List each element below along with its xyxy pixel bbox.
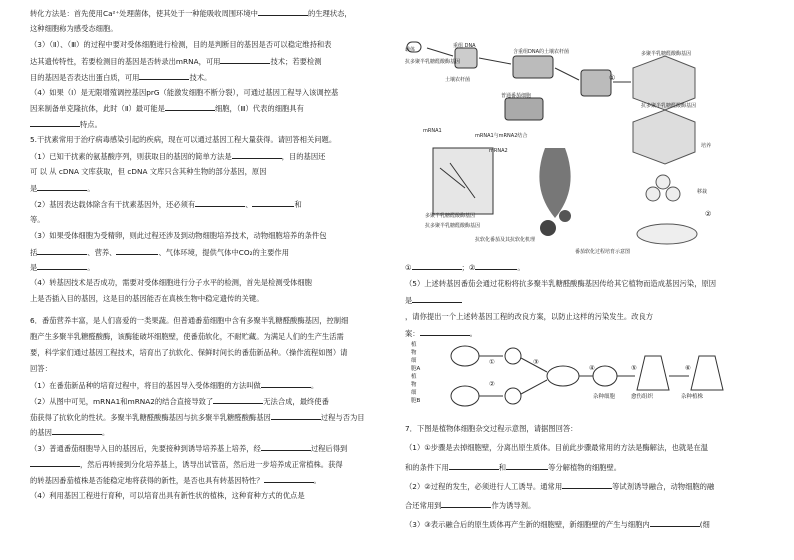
text: 等分解植物的细胞壁。 [548,463,622,472]
left-line [30,88,338,98]
text: （4）转基因技术是否成功，需要对受体细胞进行分子水平的检测，首先是检测受体细胞 [30,278,312,288]
answer-blank[interactable] [30,119,80,127]
answer-blank[interactable] [562,481,612,489]
left-line [30,56,322,67]
diagram-label: 培养 [701,143,712,149]
figure-caption: 番茄软化过程培育示意图 [575,249,631,255]
diagram-label: mRNA2 [489,148,508,154]
text: 是 [30,183,38,193]
hybrid-step-mark: ② [489,380,495,388]
text: 合还常用到 [405,501,442,510]
left-line [30,412,365,423]
left-line [30,24,118,34]
text: 要，科学家们通过基因工程技术，培育出了抗软化、保鲜时间长的番茄新品种。（操作流程如图）请 [30,347,348,357]
somatic-hybridization-diagram [413,338,733,418]
answer-blank[interactable] [30,459,80,467]
left-line [30,262,95,273]
diagram-label: mRNA1与mRNA2结合 [475,133,528,139]
left-line [30,364,52,374]
text: 、营养、 [87,247,117,257]
text: （1）已知干扰素的氨基酸序列，则获取目的基因的简单方法是 [30,152,232,162]
text: （3）（Ⅱ）、（Ⅲ）的过程中要对受体细胞进行检测，目的是判断目的基因是否可以稳定维持和表 [30,39,332,49]
text: （1）在番茄新品种的培育过程中，将目的基因导入受体细胞的方法叫做 [30,380,261,390]
left-line [30,348,347,358]
text: 。 [517,263,525,272]
text: 是 [30,263,38,273]
text: 无法合成，最终使番 [263,396,329,406]
text: 和 [294,199,302,209]
hybrid-label: 杂种植株 [681,394,704,400]
left-line [30,199,302,210]
answer-blank[interactable] [441,500,491,508]
answer-blank[interactable] [37,183,87,191]
answer-blank[interactable] [139,72,189,80]
diagram-label: 载体 [405,47,416,53]
text: 6．番茄营养丰富，是人们喜爱的一类果蔬。但普通番茄细胞中含有多聚半乳糖醛酸酶基因，控制细 [30,316,349,326]
left-line [30,215,45,225]
left-line [30,40,331,50]
text: 。 [87,263,95,273]
right-line [405,279,716,289]
text: 。 [310,380,319,390]
q7-line [405,481,714,492]
text: 。 [469,329,477,338]
text: 转化方法是：首先使用Ca²⁺处理菌体，使其处于一种能吸收周围环境中 [30,9,258,18]
answer-blank[interactable] [271,412,321,420]
text: 7．下图是植物体细胞杂交过程示意图，请据图回答： [405,424,578,433]
text: 、 [245,199,253,209]
text: ，请你提出一个上述转基因工程的改良方案，以防止这样的污染发生。改良方 [405,311,654,321]
left-line [30,247,289,258]
text: 技术；若要检测 [270,56,322,66]
text: (细 [699,520,710,529]
left-line [30,119,102,130]
left-line [30,396,329,407]
text: （5）上述转基因番茄会通过花粉将抗多聚半乳糖醛酸酶基因传给其它植物而造成基因污染，原因 [405,278,717,288]
text: 目的基因是否表达出蛋白质，可用 [30,72,140,82]
diagram-mark: ② [705,210,712,218]
text: （3）普通番茄细胞导入目的基因后，先要接种到诱导培养基上培养，经 [30,444,261,454]
text: （1）①步骤是去掉细胞壁，分离出原生质体。目前此步骤最常用的方法是酶解法，也就是在温 [405,443,709,452]
answer-blank[interactable] [220,56,270,64]
hybrid-step-mark: ⑤ [631,364,637,372]
text: 因来制备单克隆抗体，此时（Ⅱ）最可能是 [30,104,165,114]
text: 过程后得到 [310,444,348,454]
hybrid-label: 植物细胞A [411,342,421,372]
left-line [30,135,336,145]
text: （3）如果受体细胞为受精卵，则此过程还涉及到动物细胞培养技术，动物细胞培养的条件包 [30,230,327,240]
q7-line [405,424,577,434]
answer-blank[interactable] [420,328,470,336]
answer-blank[interactable] [506,462,548,470]
left-line [30,103,304,114]
left-line [30,475,321,486]
answer-blank[interactable] [261,380,311,388]
right-line [405,262,525,273]
answer-blank[interactable] [261,443,311,451]
text: 作为诱导剂。 [491,501,536,510]
left-line [30,316,348,326]
answer-blank[interactable] [37,262,87,270]
text: ；② [461,263,476,272]
text: 和的条件下用 [405,463,449,472]
text: （3）③表示融合后的原生质体再产生新的细胞壁，新细胞壁的产生与细胞内 [405,520,650,529]
text: 和 [498,463,507,472]
text: ① [405,263,412,272]
answer-blank[interactable] [52,427,102,435]
text: 的生理状态， [307,9,352,18]
answer-blank[interactable] [449,462,499,470]
text: 上是否插入目的基因，这是目的基因能否在真核生物中稳定遗传的关键。 [30,294,264,304]
answer-blank[interactable] [412,262,462,270]
left-line [30,8,352,19]
left-line [30,294,264,304]
left-line [30,151,325,162]
answer-blank[interactable] [252,199,294,207]
text: 等。 [30,214,45,224]
text: 这种细胞称为感受态细胞。 [30,23,118,33]
answer-blank[interactable] [37,247,87,255]
q7-line [405,500,535,511]
diagram-label: 含重组DNA的土壤农杆菌 [513,49,570,55]
right-line [405,328,477,339]
left-line [30,183,95,194]
text: 的基因 [30,428,52,438]
text: （2）从图中可见，mRNA1和mRNA2的结合直接导致了 [30,396,214,406]
diagram-label: 抗多聚半乳糖醛酸酶基因 [405,59,461,65]
right-line [405,312,653,322]
text: （4）如果（I）是无限增殖调控基因prG（能激发细胞不断分裂），可通过基因工程导入该调控基 [30,87,339,97]
text: 。 [87,183,95,193]
text: 可 以 从 cDNA 文库获取，但 cDNA 文库只含其种生物的部分基因，原因 [30,167,267,176]
text: 是 [405,296,413,305]
text: 技术。 [189,72,212,82]
text: ，目的基因还 [281,152,326,162]
diagram-label: 多聚半乳糖醛酸酶基因 [641,51,692,57]
text: 括 [30,247,38,257]
answer-blank[interactable] [232,151,282,159]
text: 特点。 [80,120,102,130]
text: （2）②过程的发生，必须进行人工诱导。通常用 [405,482,563,491]
text: （4）利用基因工程进行育种，可以培育出具有新性状的植株，这种育种方式的优点是 [30,491,305,500]
left-line [30,443,347,454]
text: 、气体环境，提供气体中CO₂的主要作用 [158,247,289,257]
diagram-label: mRNA1 [423,128,442,134]
text: 细胞，（Ⅲ）代表的细胞具有 [214,104,304,114]
left-line [30,231,327,241]
left-line [30,332,344,342]
left-line [30,427,109,438]
text: 回答： [30,363,52,373]
hybrid-step-mark: ⑥ [685,364,691,372]
left-line [30,72,211,83]
diagram-mark: ① [609,74,616,82]
text: 胞产生多聚半乳糖醛酸酶，该酶能破坏细胞壁，使番茄软化，不耐贮藏。为满足人们的生产生活需 [30,332,344,341]
text: 茄获得了抗软化的性状。多聚半乳糖醛酸酶基因与抗多聚半乳糖醛酸酶基因 [30,412,271,422]
text: 5.干扰素常用于治疗病毒感染引起的疾病，现在可以通过基因工程大量获得。请回答相关问题。 [30,135,337,145]
hybrid-step-mark: ① [489,358,495,366]
diagram-label: 抗软化番茄及其抗软化机理 [475,237,536,243]
hybrid-step-mark: ③ [533,358,539,366]
left-line [30,491,305,501]
hybrid-label: 植物细胞B [411,374,421,404]
diagram-label: 抗多聚半乳糖醛酸酶基因 [641,103,697,109]
text: 。 [101,428,110,438]
text: （2）基因表达载体除含有干扰素基因外，还必须有 [30,199,196,209]
q7-line [405,443,708,453]
left-line [30,167,267,177]
text: 等试剂诱导融合，动物细胞的融 [612,482,715,491]
text: 案： [405,329,420,338]
answer-blank[interactable] [195,199,245,207]
diagram-label: 土壤农杆菌 [445,77,471,83]
right-line [405,295,462,306]
text: 达其遗传特性，若要检测目的基因是否转录出mRNA，可用 [30,56,221,66]
answer-blank[interactable] [264,475,314,483]
diagram-label: 抗多聚半乳糖醛酸酶基因 [425,223,481,229]
q7-line [405,519,710,530]
text: ，然后再转接到分化培养基上，诱导出试管苗，然后进一步培养成正常植株。获得 [80,460,343,470]
answer-blank[interactable] [412,295,462,303]
text: 的转基因番茄植株是否能稳定地将获得的新性，是否也具有转基因特性？ [30,476,264,486]
answer-blank[interactable] [116,247,158,255]
hybrid-step-mark: ④ [589,364,595,372]
answer-blank[interactable] [258,8,308,16]
diagram-label: 多聚半乳糖醛酸酶基因 [425,213,476,219]
diagram-label: 普通番茄细胞 [501,93,532,99]
left-line [30,278,312,288]
q7-line [405,462,621,473]
left-line [30,459,343,470]
hybrid-label: 愈伤组织 [631,394,654,400]
answer-blank[interactable] [475,262,517,270]
diagram-label: 移栽 [697,189,708,195]
answer-blank[interactable] [213,396,263,404]
diagram-label: 重组 DNA [453,43,476,49]
answer-blank[interactable] [165,103,215,111]
answer-blank[interactable] [650,519,700,527]
text: 过程与否为目 [320,412,365,422]
text: 。 [313,476,321,486]
left-line [30,380,318,391]
hybrid-label: 杂种细胞 [593,394,616,400]
